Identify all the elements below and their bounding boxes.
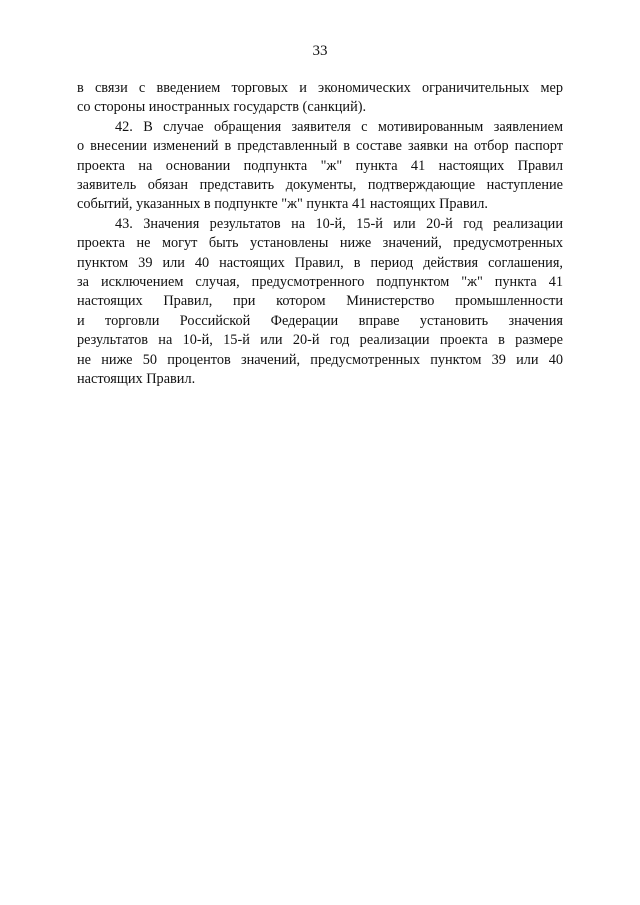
text-line: о внесении изменений в представленный в составе заявки на отбор паспорт xyxy=(77,138,563,155)
text-line: проекта на основании подпункта "ж" пункта 41 настоящих Правил xyxy=(77,157,563,174)
paragraph-43 xyxy=(77,215,563,390)
text-line: 42. В случае обращения заявителя с мотивированным заявлением xyxy=(115,118,563,135)
text-line: в связи с введением торговых и экономических ограничительных мер xyxy=(77,80,563,96)
text-line: настоящих Правил, при котором Министерство промышленности xyxy=(77,293,563,310)
text-line: пунктом 39 или 40 настоящих Правил, в период действия соглашения, xyxy=(77,254,563,271)
text-line: за исключением случая, предусмотренного подпунктом "ж" пункта 41 xyxy=(77,274,563,291)
page-number: 33 xyxy=(312,43,328,59)
text-line: не ниже 50 процентов значений, предусмотренных пунктом 39 или 40 xyxy=(77,351,563,368)
text-line: и торговли Российской Федерации вправе установить значения xyxy=(77,312,563,329)
text-line: заявитель обязан представить документы, подтверждающие наступление xyxy=(77,177,563,194)
document-body xyxy=(77,79,563,390)
text-line: событий, указанных в подпункте "ж" пункта 41 настоящих Правил. xyxy=(77,196,488,213)
text-line: проекта не могут быть установлены ниже значений, предусмотренных xyxy=(77,235,563,252)
paragraph-42 xyxy=(77,118,563,215)
text-line: 43. Значения результатов на 10-й, 15-й или 20-й год реализации xyxy=(115,215,563,232)
paragraph-continuation xyxy=(77,79,563,118)
text-line: настоящих Правил. xyxy=(77,371,196,388)
text-line: результатов на 10-й, 15-й или 20-й год реализации проекта в размере xyxy=(77,332,563,349)
text-line: со стороны иностранных государств (санкций). xyxy=(77,99,367,116)
